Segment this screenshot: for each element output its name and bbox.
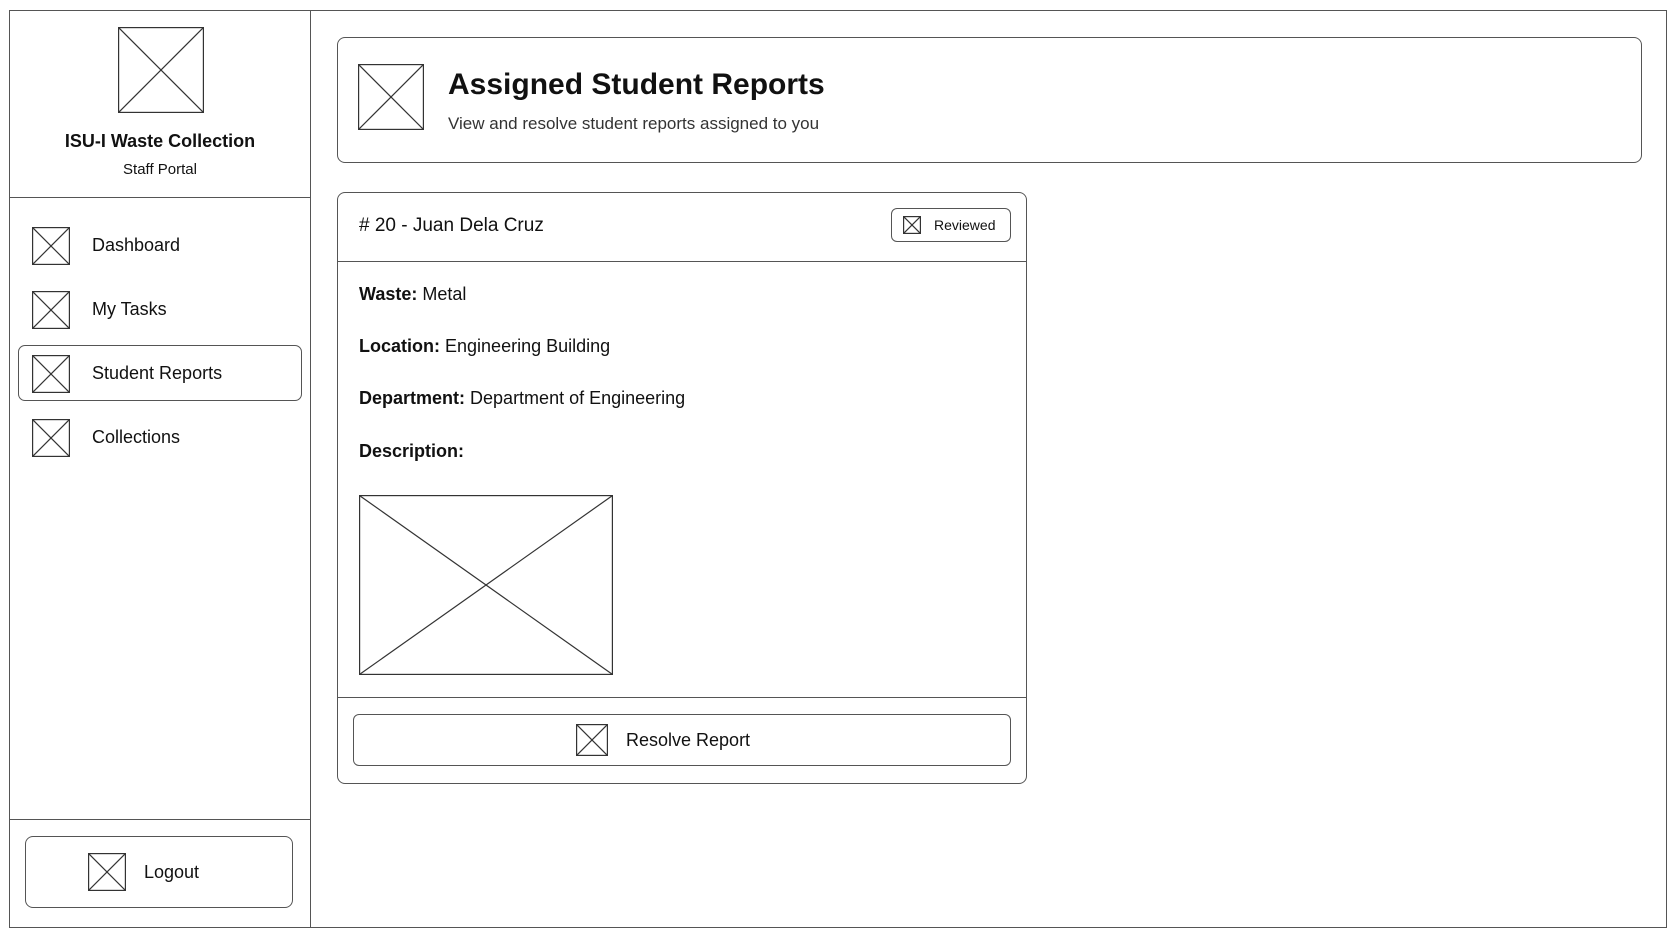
report-title: # 20 - Juan Dela Cruz <box>359 215 544 236</box>
description-label: Description: <box>359 441 465 461</box>
location-value: Engineering Building <box>445 336 611 356</box>
image-placeholder-icon <box>32 355 70 393</box>
resolve-report-label: Resolve Report <box>626 730 751 750</box>
image-placeholder-icon <box>358 64 424 130</box>
image-placeholder-icon <box>903 216 921 234</box>
sidebar-item-student-reports[interactable] <box>18 345 302 401</box>
image-placeholder-icon <box>32 419 70 457</box>
resolve-report-button[interactable] <box>353 714 1011 766</box>
page-subtitle: View and resolve student reports assigned to you <box>448 114 820 133</box>
app-frame <box>9 10 1667 928</box>
image-placeholder-icon <box>576 724 608 756</box>
page-header <box>337 37 1642 163</box>
sidebar-item-label: My Tasks <box>92 299 167 319</box>
sidebar-item-label: Collections <box>92 427 181 447</box>
report-card-header <box>338 193 1026 262</box>
sidebar-item-label: Dashboard <box>92 235 181 255</box>
logo-placeholder-icon <box>118 27 204 113</box>
sidebar-item-collections[interactable] <box>18 409 302 465</box>
report-card-footer <box>338 697 1026 783</box>
sidebar <box>10 11 311 927</box>
department-field <box>359 388 685 409</box>
page-title: Assigned Student Reports <box>448 68 825 101</box>
department-value: Department of Engineering <box>470 388 686 408</box>
status-badge <box>891 208 1011 242</box>
report-card <box>337 192 1027 784</box>
waste-label: Waste: <box>359 284 418 304</box>
sidebar-item-dashboard[interactable] <box>18 217 302 273</box>
location-label: Location: <box>359 336 440 356</box>
waste-value: Metal <box>422 284 467 304</box>
logout-label: Logout <box>144 862 200 882</box>
brand-subtitle: Staff Portal <box>123 161 197 178</box>
image-placeholder-icon <box>32 291 70 329</box>
description-field <box>359 441 464 462</box>
sidebar-item-my-tasks[interactable] <box>18 281 302 337</box>
report-image-placeholder-icon <box>359 495 613 675</box>
brand-header <box>10 11 310 198</box>
brand-title: ISU-I Waste Collection <box>64 131 256 151</box>
waste-field <box>359 284 466 305</box>
status-badge-label: Reviewed <box>934 217 996 233</box>
sidebar-item-label: Student Reports <box>92 363 223 383</box>
image-placeholder-icon <box>32 227 70 265</box>
department-label: Department: <box>359 388 466 408</box>
location-field <box>359 336 610 357</box>
image-placeholder-icon <box>88 853 126 891</box>
logout-area <box>10 819 310 927</box>
logout-button[interactable] <box>25 836 293 908</box>
